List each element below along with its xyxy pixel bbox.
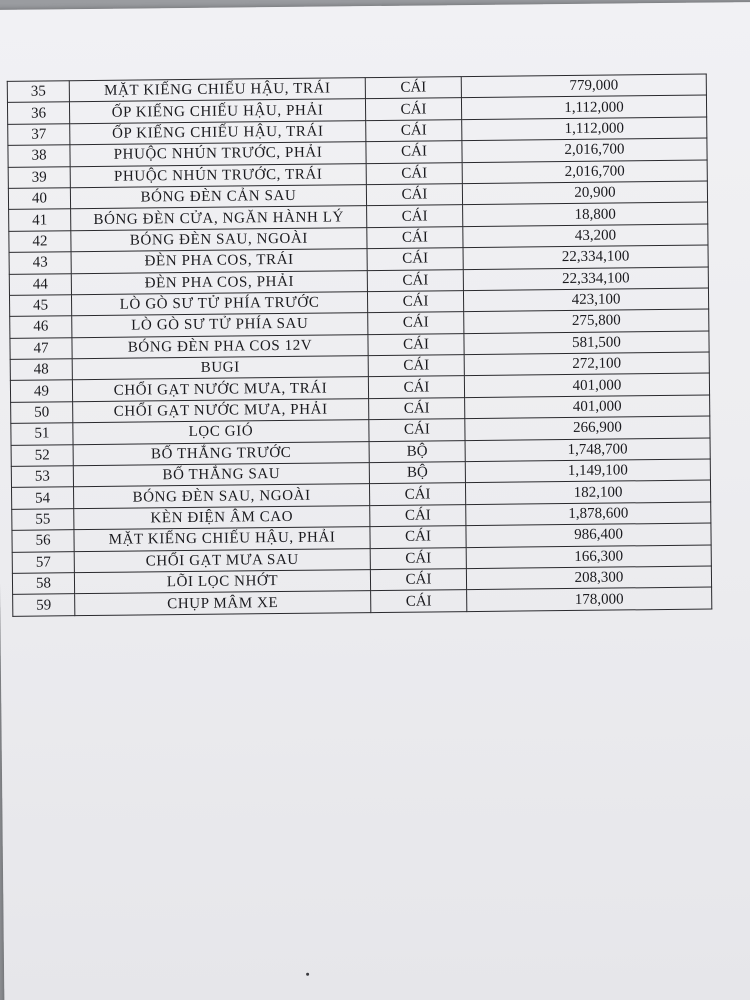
part-name: CHỔI GẠT MƯA SAU [74,548,370,572]
part-name: ỐP KIẾNG CHIẾU HẬU, TRÁI [70,120,366,144]
part-name: LÕI LỌC NHỚT [74,570,370,594]
unit: CÁI [371,590,467,612]
unit: CÁI [368,333,464,355]
unit: CÁI [369,483,465,505]
unit: CÁI [370,569,466,591]
row-number: 49 [10,380,72,402]
part-name: ỐP KIẾNG CHIẾU HẬU, PHẢI [69,99,365,123]
part-name: CHỤP MÂM XE [75,591,371,615]
price: 182,100 [465,480,710,504]
price: 43,200 [463,224,708,248]
price: 1,112,000 [462,117,707,141]
price: 266,900 [465,416,710,440]
price: 779,000 [461,74,706,98]
price: 22,334,100 [463,245,708,269]
row-number: 51 [11,423,73,445]
price: 1,112,000 [461,95,706,119]
unit: CÁI [368,312,464,334]
row-number: 43 [9,252,71,274]
part-name: BÓNG ĐÈN SAU, NGOÀI [74,484,370,508]
row-number: 39 [8,166,70,188]
paper-speck [306,973,309,976]
price: 272,100 [464,352,709,376]
unit: CÁI [370,526,466,548]
part-name: BỐ THẮNG SAU [73,463,369,487]
unit: CÁI [367,226,463,248]
price: 1,878,600 [466,502,711,526]
unit: BỘ [369,462,465,484]
unit: CÁI [370,504,466,526]
part-name: PHUỘC NHÚN TRƯỚC, PHẢI [70,142,366,166]
price: 275,800 [464,309,709,333]
part-name: ĐÈN PHA COS, TRÁI [71,249,367,273]
row-number: 58 [12,573,74,595]
part-name: BÓNG ĐÈN SAU, NGOÀI [71,227,367,251]
row-number: 44 [9,273,71,295]
price: 178,000 [467,587,712,611]
part-name: LÒ GÒ SƯ TỬ PHÍA TRƯỚC [71,292,367,316]
row-number: 56 [12,530,74,552]
unit: CÁI [367,291,463,313]
unit: CÁI [370,547,466,569]
price: 423,100 [463,288,708,312]
row-number: 40 [8,188,70,210]
price: 986,400 [466,523,711,547]
part-name: LỌC GIÓ [73,420,369,444]
part-name: BÓNG ĐÈN PHA COS 12V [72,334,368,358]
row-number: 54 [12,487,74,509]
part-name: BUGI [72,356,368,380]
row-number: 48 [10,359,72,381]
row-number: 36 [7,102,69,124]
part-name: CHỔI GẠT NƯỚC MƯA, TRÁI [72,377,368,401]
unit: CÁI [365,77,461,99]
part-name: ĐÈN PHA COS, PHẢI [71,270,367,294]
row-number: 37 [8,123,70,145]
price: 401,000 [464,373,709,397]
unit: CÁI [366,184,462,206]
price: 18,800 [463,202,708,226]
part-name: BÓNG ĐÈN CẢN SAU [70,185,366,209]
part-name: CHỔI GẠT NƯỚC MƯA, PHẢI [73,398,369,422]
price: 581,500 [464,331,709,355]
row-number: 52 [11,444,73,466]
price: 20,900 [462,181,707,205]
part-name: MẶT KIẾNG CHIẾU HẬU, PHẢI [74,527,370,551]
row-number: 38 [8,145,70,167]
part-name: MẶT KIẾNG CHIẾU HẬU, TRÁI [69,78,365,102]
unit: BỘ [369,440,465,462]
unit: CÁI [366,141,462,163]
row-number: 41 [9,209,71,231]
price: 208,300 [466,566,711,590]
price: 1,748,700 [465,438,710,462]
unit: CÁI [369,397,465,419]
row-number: 42 [9,230,71,252]
row-number: 53 [11,466,73,488]
row-number: 57 [12,551,74,573]
unit: CÁI [365,98,461,120]
unit: CÁI [367,269,463,291]
row-number: 35 [7,81,69,103]
unit: CÁI [367,248,463,270]
unit: CÁI [369,419,465,441]
row-number: 47 [10,337,72,359]
price: 1,149,100 [465,459,710,483]
row-number: 59 [13,594,75,616]
part-name: BÓNG ĐÈN CỬA, NGĂN HÀNH LÝ [71,206,367,230]
price: 22,334,100 [463,267,708,291]
part-name: PHUỘC NHÚN TRƯỚC, TRÁI [70,163,366,187]
part-name: BỐ THẮNG TRƯỚC [73,441,369,465]
price: 401,000 [465,395,710,419]
row-number: 55 [12,509,74,531]
paper-sheet [0,2,750,1000]
unit: CÁI [366,162,462,184]
unit: CÁI [368,355,464,377]
part-name: LÒ GÒ SƯ TỬ PHÍA SAU [72,313,368,337]
price: 2,016,700 [462,138,707,162]
row-number: 50 [11,402,73,424]
table-body [7,74,712,616]
row-number: 46 [10,316,72,338]
unit: CÁI [367,205,463,227]
parts-price-table [7,74,713,617]
unit: CÁI [368,376,464,398]
price: 2,016,700 [462,160,707,184]
row-number: 45 [9,295,71,317]
part-name: KÈN ĐIỆN ÂM CAO [74,505,370,529]
price: 166,300 [466,545,711,569]
unit: CÁI [366,119,462,141]
